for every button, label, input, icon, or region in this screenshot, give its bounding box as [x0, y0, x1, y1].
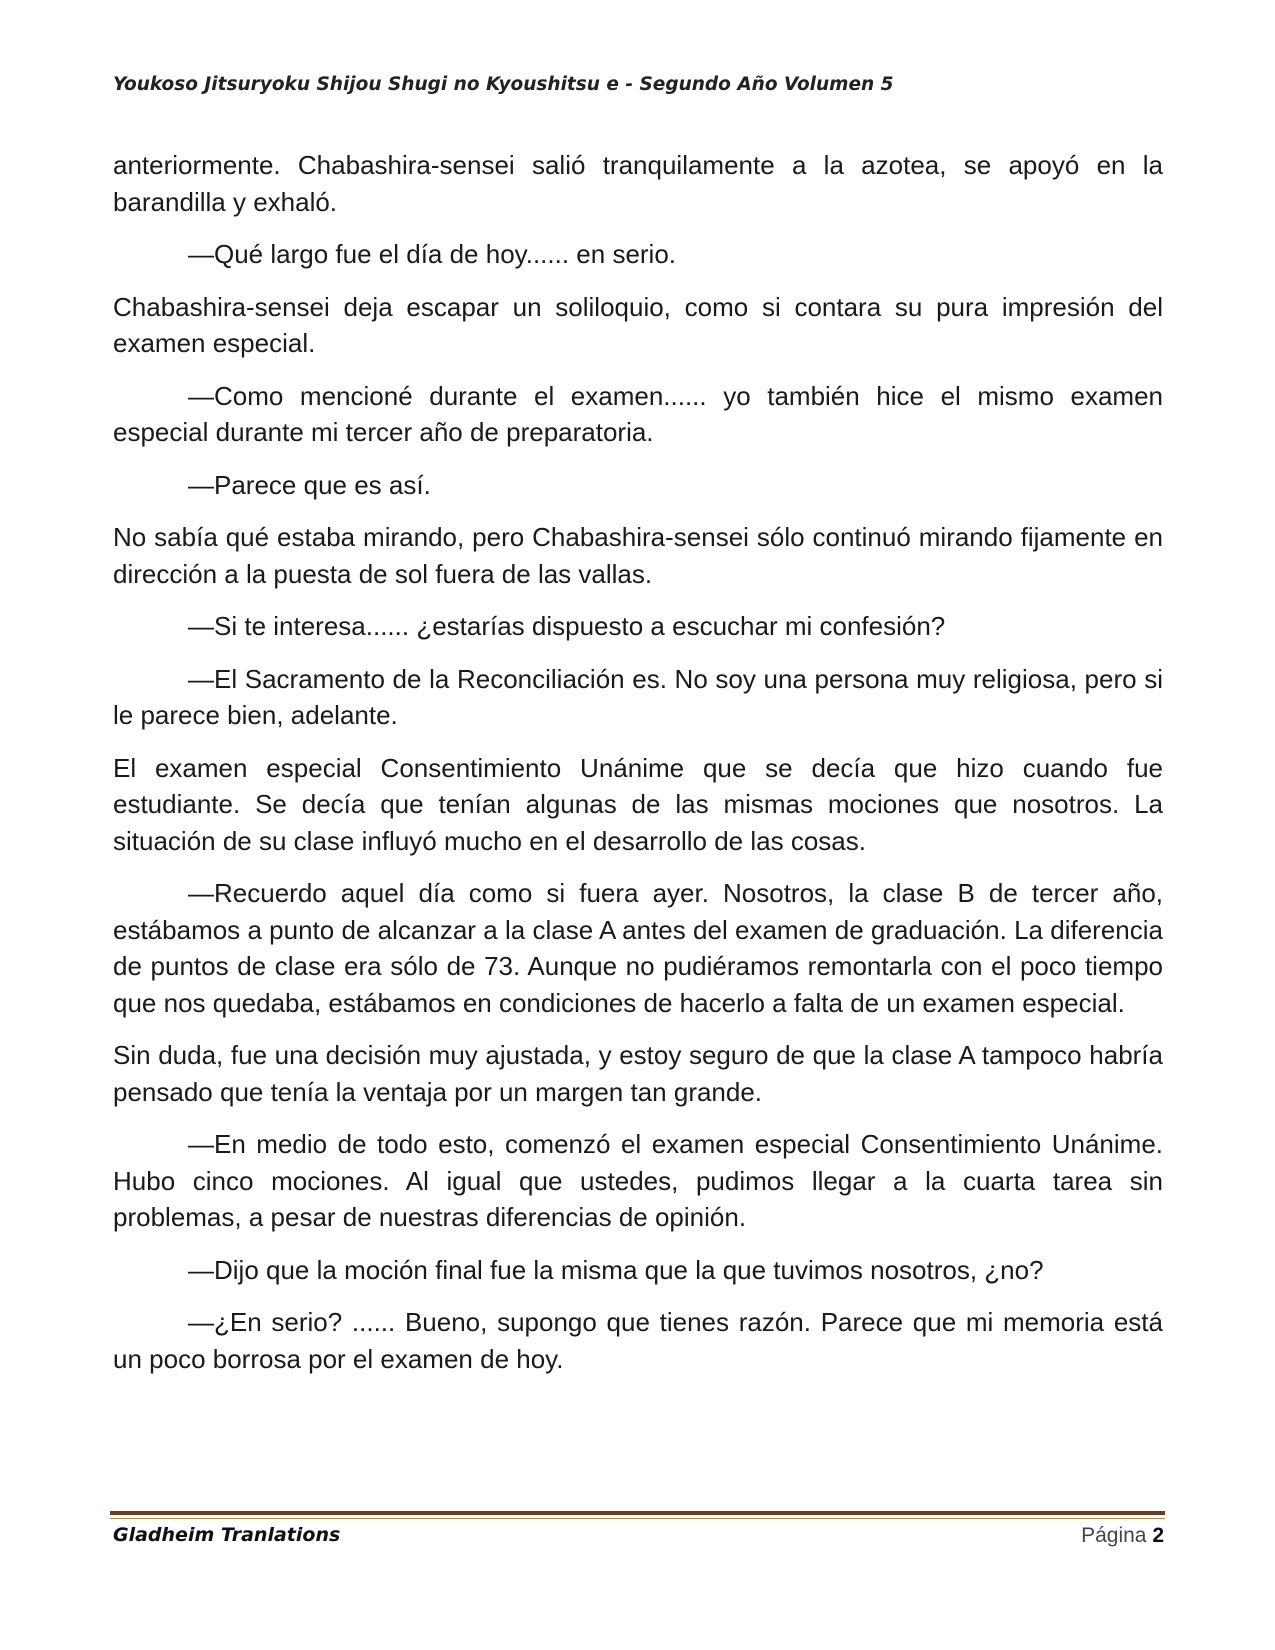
- paragraph-dialogue: —Qué largo fue el día de hoy...... en serio.: [188, 239, 677, 269]
- paragraph-narration: No sabía qué estaba mirando, pero Chabashira-sensei sólo continuó mirando fijamente en dirección a la puesta de sol fuera de las vallas.: [113, 522, 1163, 589]
- body-text: [113, 147, 1163, 1393]
- paragraph-dialogue: —Como mencioné durante el examen...... yo también hice el mismo examen especial durante mi tercer año de preparatoria.: [113, 380, 1163, 447]
- footer-publisher: Gladheim Tranlations: [113, 1524, 341, 1546]
- page-header-title: Youkoso Jitsuryoku Shijou Shugi no Kyoushitsu e - Segundo Año Volumen 5: [113, 74, 894, 95]
- paragraph-dialogue: —El Sacramento de la Reconciliación es. No soy una persona muy religiosa, pero si le parece bien, adelante.: [113, 663, 1163, 730]
- page-number-value: 2: [1152, 1524, 1164, 1547]
- paragraph-dialogue: —Si te interesa...... ¿estarías dispuesto a escuchar mi confesión?: [188, 611, 946, 641]
- page-label: Página: [1081, 1524, 1147, 1547]
- paragraph-dialogue: —Dijo que la moción final fue la misma que la que tuvimos nosotros, ¿no?: [188, 1254, 1044, 1285]
- footer-divider: [110, 1511, 1165, 1515]
- paragraph-narration: anteriormente. Chabashira-sensei salió tranquilamente a la azotea, se apoyó en la barandilla y exhaló.: [113, 150, 1163, 217]
- paragraph-dialogue: —En medio de todo esto, comenzó el examen especial Consentimiento Unánime. Hubo cinco mociones. Al igual que ustedes, pudimos llegar a la cuarta tarea sin problemas, a pesar de nuestras diferencias de opinión.: [113, 1129, 1163, 1232]
- paragraph-dialogue: —Recuerdo aquel día como si fuera ayer. Nosotros, la clase B de tercer año, estábamos a punto de alcanzar a la clase A antes del examen de graduación. La diferencia de puntos de clase era sólo de 73. Aunque no pudiéramos remontarla con el poco tiempo que nos quedaba, estábamos en condiciones de hacerlo a falta de un examen especial.: [113, 878, 1163, 1018]
- paragraph-narration: Chabashira-sensei deja escapar un soliloquio, como si contara su pura impresión del examen especial.: [113, 291, 1163, 358]
- paragraph-narration: El examen especial Consentimiento Unánime que se decía que hizo cuando fue estudiante. Se decía que tenían algunas de las mismas mociones que nosotros. La situación de su clase influyó mucho en el desarrollo de las cosas.: [113, 752, 1163, 856]
- paragraph-dialogue: —Parece que es así.: [188, 469, 431, 500]
- paragraph-dialogue: —¿En serio? ...... Bueno, supongo que tienes razón. Parece que mi memoria está un poco borrosa por el examen de hoy.: [113, 1307, 1163, 1374]
- footer-divider-thin: [110, 1518, 1165, 1519]
- paragraph-narration: Sin duda, fue una decisión muy ajustada, y estoy seguro de que la clase A tampoco habría pensado que tenía la ventaja por un margen tan grande.: [113, 1040, 1163, 1107]
- page-number: [1081, 1524, 1164, 1548]
